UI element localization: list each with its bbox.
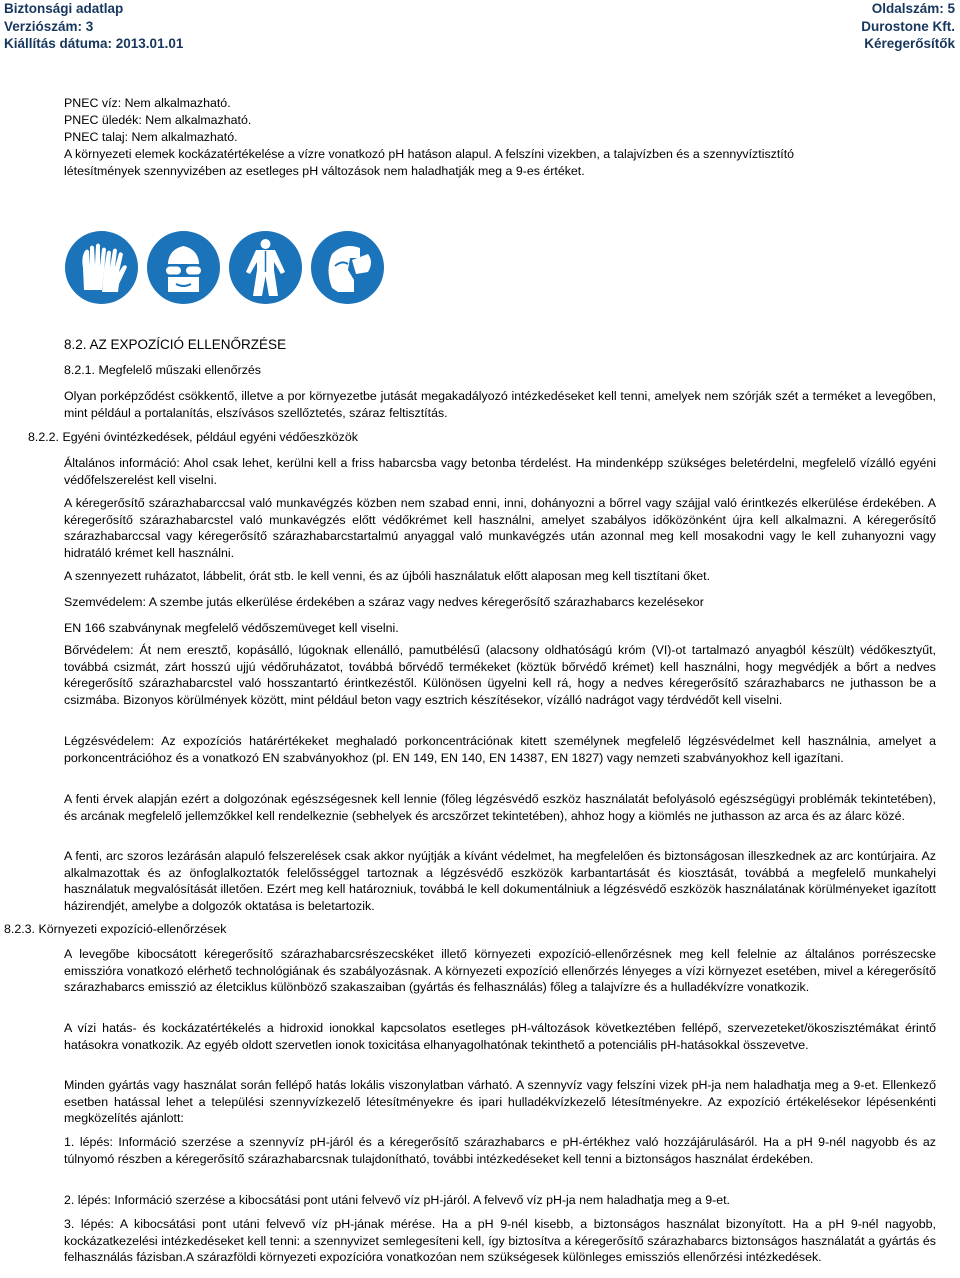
version: Verziószám: 3: [4, 18, 94, 34]
para-eye: Szemvédelem: A szembe jutás elkerülése érdekében a száraz vagy nedves kéregerősítő szárazhabarcs kezelésekor: [64, 595, 704, 609]
goggles-icon: [146, 230, 221, 305]
company: Durostone Kft.: [861, 18, 955, 34]
para-clothes: A szennyezett ruházatot, lábbelit, órát stb. le kell venni, és az újbóli használatuk előtt alaposan meg kell tisztítani őket.: [64, 569, 711, 583]
section-8-2-3-title: 8.2.3. Környezeti expozíció-ellenőrzések: [4, 922, 227, 936]
para-step-2: 2. lépés: Információ szerzése a kibocsátási pont utáni felvevő víz pH-járól. A felvevő víz pH-ja nem haladhatja meg a 9-et.: [64, 1193, 730, 1207]
pnec-soil: PNEC talaj: Nem alkalmazható.: [64, 130, 238, 144]
para-work: A kéregerősítő szárazhabarccsal való munkavégzés közben nem szabad enni, inni, dohányozni a bőrrel vagy szájjal való érintkezés elkerülése érdekében. A kéregerősítő szárazhabarcstel való munkavégzés előtt védőkrémet kell használni, amelyet szabályos időközönként újra kell alkalmazni. A kéregerősítő szárazhabarccsal vagy kéregerősítő szárazhabarcstartalmú anyaggal való munkavégzés után azonnal meg kell mosakodni vagy le kell zuhanyozni vagy hidratáló krémet kell használni.: [64, 496, 936, 560]
para-8-2-1: Olyan porképződést csökkentő, illetve a por környezetbe jutását megakadályozó intézkedéseket kell tenni, amelyek nem szórják szét a terméket a levegőben, mint például a portalanítás, elszívásos szellőztetés, száraz feltisztítás.: [64, 389, 936, 420]
pnec-sediment: PNEC üledék: Nem alkalmazható.: [64, 113, 252, 127]
respirator-icon: [310, 230, 385, 305]
para-env-2: A vízi hatás- és kockázatértékelés a hidroxid ionokkal kapcsolatos esetleges pH-változások következtében fellépő, szervezeteket/ökoszisztémákat érintő hatásokra vonatkozik. Az egyéb oldott szervetlen ionok toxicitása elhanyagolhatónak tekinthető a potenciális pH-hatásokkal összevetve.: [64, 1021, 936, 1052]
section-8-2-2-title: 8.2.2. Egyéni óvintézkedések, például egyéni védőeszközök: [28, 430, 358, 444]
section-8-2-1-title: 8.2.1. Megfelelő műszaki ellenőrzés: [64, 363, 261, 377]
para-env-3: Minden gyártás vagy használat során fellépő hatás lokális viszonylatban várható. A szennyvíz vagy felszíni vizek pH-ja nem haladhatja meg a 9-et. Ellenkező esetben hatással lehet a települési szennyvízkezelő létesítményekre és ipari hulladékvízkezelő létesítményekre. Az expozíció értékelésekor lépésenkénti megközelítés ajánlott:: [64, 1078, 936, 1126]
pnec-water: PNEC víz: Nem alkalmazható.: [64, 96, 231, 110]
para-step-1: 1. lépés: Információ szerzése a szennyvíz pH-járól és a kéregerősítő szárazhabarcs e pH-értékhez való hozzájárulásáról. Ha a pH 9-nél nagyobb és az túlnyomó részben a kéregerősítő szárazhabarcsnak tulajdonítható, további intézkedéseket kell tenni a biztonságos használat érdekében.: [64, 1135, 936, 1166]
issue-date: Kiállítás dátuma: 2013.01.01: [4, 36, 184, 51]
header-right: [861, 1, 955, 54]
product: Kéregerősítők: [864, 36, 955, 51]
para-en166: EN 166 szabványnak megfelelő védőszemüveget kell viselni.: [64, 621, 399, 635]
page-number: Oldalszám: 5: [871, 1, 955, 16]
para-step-3: 3. lépés: A kibocsátási pont utáni felvevő víz pH-jának mérése. Ha a pH 9-nél kisebb, a biztonságos használat bizonyított. Ha a pH 9-nél nagyobb, kockázatkezelési intézkedéseket kell tenni: a szennyvizet semlegesíteni kell, így biztosítva a kéregerősítő szárazhabarcs biztonságos használatát a gyártás és felhasználás fázisban.A szárazföldi környezeti expozícióra vonatkozóan nem szükségesek különleges emissziós ellenőrzési intézkedések.: [64, 1217, 936, 1265]
header-left: [4, 1, 183, 54]
ppe-icons: [64, 230, 354, 305]
para-respiratory: Légzésvédelem: Az expozíciós határértékeket meghaladó porkoncentrációnak kitett személynek megfelelő légzésvédelmet kell használnia, amelyet a porkoncentrációhoz és a vonatkozó EN szabványokhoz (pl. EN 149, EN 140, EN 14387, EN 1827) vagy nemzeti szabványokhoz kell igazítani.: [64, 734, 936, 765]
para-skin: Bőrvédelem: Át nem eresztő, kopásálló, lúgoknak ellenálló, pamutbélésű (alacsony oldhatóságú króm (VI)-ot tartalmazó anyagból készült) védőkesztyűt, továbbá csizmát, zárt hosszú ujjú védőruházatot, továbbá bőrvédő termékeket (köztük bőrvédő krémet) kell használni, hogy megvédjék a bőrt a nedves kéregerősítő szárazhabarcstel való hosszantartó érintkezéstől. Különösen ügyelni kell rá, hogy a nedves kéregerősítő szárazhabarcs ne juthasson be a csizmába. Bizonyos körülmények között, mint például beton vagy esztrich készítésekor, vízálló nadrágot vagy térdvédőt kell viselni.: [64, 643, 936, 707]
risk-line-2: létesítmények szennyvizében az esetleges pH változások nem haladhatják meg a 9-es értéket.: [64, 164, 585, 178]
gloves-icon: [64, 230, 139, 305]
protective-suit-icon: [228, 230, 303, 305]
para-fenti-1: A fenti érvek alapján ezért a dolgozónak egészségesnek kell lennie (főleg légzésvédő eszköz használatát befolyásoló egészségügyi problémák tekintetében), és arcának megfelelő jellemzőkkel kell rendelkeznie (sebhelyek és arcszőrzet tekintetében), ahhoz hogy a kiömlés ne juthasson az arca és az álarc közé.: [64, 792, 936, 823]
doc-type: Biztonsági adatlap: [4, 1, 124, 16]
section-8-2-title: 8.2. AZ EXPOZÍCIÓ ELLENŐRZÉSE: [64, 337, 287, 352]
para-general: Általános információ: Ahol csak lehet, kerülni kell a friss habarcsba vagy betonba térdelést. Ha mindenképp szükséges beletérdelni, megfelelő vízálló egyéni védőfelszerelést kell viselni.: [64, 456, 936, 487]
para-fenti-2: A fenti, arc szoros lezárásán alapuló felszerelések csak akkor nyújtják a kívánt védelmet, ha megfelelően és biztonságosan illeszkednek az arc kontúrjaira. Az alkalmazottak és az önfoglalkoztatók felelősséggel tartoznak a légzésvédő eszközök karbantartását és kiosztását, továbbá a megfelelő munkahelyi használatuk megvalósítását illetően. Ezért meg kell határozniuk, továbbá le kell dokumentálniuk a légzésvédő eszközök használatának körülményeket igazított házirendjét, amelybe a dolgozók oktatása is beletartozik.: [64, 849, 936, 913]
para-env-1: A levegőbe kibocsátott kéregerősítő szárazhabarcsrészecskéket illető környezeti expozíció-ellenőrzésnek meg kell felelnie az általános porrészecske emisszióra vonatkozó elérhető technológiának és szabályozásnak. A környezeti expozíció ellenőrzés lényeges a vízi környezet esetében, mivel a kéregerősítő szárazhabarcs emisszió az életciklus különböző szakaszaiban (gyártás és felhasználás) főleg a talajvízre és a hulladékvízre vonatkozik.: [64, 947, 936, 995]
risk-line-1: A környezeti elemek kockázatértékelése a vízre vonatkozó pH hatáson alapul. A felszíni vizekben, a talajvízben és a szennyvíztisztító: [64, 147, 795, 161]
